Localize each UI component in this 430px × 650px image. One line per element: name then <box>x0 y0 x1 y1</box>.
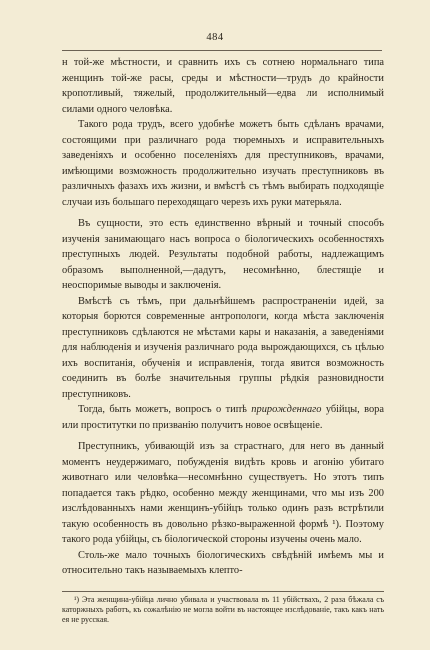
paragraph-kleptomania: Столь-же мало точныхъ біологическихъ свѣдѣній имѣемъ мы и относительно такъ называемыхъ клепто- <box>62 549 384 576</box>
body-text <box>62 55 384 579</box>
paragraph-anthropologists: Вмѣстѣ съ тѣмъ, при дальнѣйшемъ распространеніи идей, за которыя борются современные антропологи, когда мѣста заключенія преступниковъ сдѣлаются не мѣстами кары и наказанія, а заведеніями для наблюденія и изученія различнаго рода вырождающихся, съ цѣлью ихъ воспитанія, обученія и исправленія, тогда явится возможность соединить въ болѣе значительныя группы рѣдкія разновидности преступниковъ. <box>62 295 384 400</box>
paragraph-born-killer-end: убійцы, вора или проститутки по призванію получитъ новое освѣщеніе. <box>62 404 384 431</box>
paragraph-prison-doctors: Такого рода трудъ, всего удобнѣе можетъ быть сдѣланъ врачами, состоящими при различнаго рода тюремныхъ и исправительныхъ заведеніяхъ и особенно поселеніяхъ для преступниковъ, врачами, имѣющими возможность продолжительно изучать преступниковъ въ различныхъ фазахъ ихъ жизни, и вмѣстѣ съ тѣмъ выбирать подходящіе случаи изъ большаго переходящаго черезъ ихъ руки матерьяла. <box>62 119 384 208</box>
emphasis-born: прирожденнаго <box>251 404 322 415</box>
header-rule <box>62 50 382 51</box>
paragraph-born-killer-start: Тогда, быть можетъ, вопросъ о типѣ <box>78 404 252 415</box>
paragraph-method: Въ сущности, это есть единственно вѣрный и точный способъ изученія занимающаго насъ вопроса о біологическихъ особенностяхъ преступныхъ людей. Результаты подобной работы, надлежащимъ образомъ выполненной,—дадутъ, несомнѣнно, блестящіе и неоспоримые выводы и заключенія. <box>62 218 384 291</box>
footnote: ¹) Эта женщина-убійца лично убивала и участвовала въ 11 убійствахъ, 2 раза бѣжала съ каторжныхъ работъ, къ сожалѣнію не могла войти въ настоящее изслѣдованіе, такъ какъ нать ея не русская. <box>62 595 384 624</box>
paragraph-born-killer <box>62 402 384 433</box>
paragraph-criminal-type: Преступникъ, убивающій изъ за страстнаго, для него въ данный моментъ неудержимаго, побужденія видѣть кровь и агонію убитаго животнаго или человѣка—несомнѣнно существуетъ. Но этотъ типъ попадается такъ рѣдко, особенно между женщинами, что мы изъ 200 изслѣдованныхъ нами женщинъ-убійцъ только одинъ разъ встрѣтили такую особенность въ довольно рѣзко-выраженной формѣ ¹). Поэтому такого рода убійцы, съ біологической стороны изучены очень мало. <box>62 441 384 545</box>
page-number: 484 <box>206 32 224 43</box>
paragraph-continuation: н той-же мѣстности, и сравнить ихъ съ сотнею нормальнаго типа женщинъ той-же расы, среды и мѣстности—трудъ до крайности кропотливый, тяжелый, продолжительный—едва ли исполнимый силами одного человѣка. <box>62 57 384 115</box>
footnote-rule <box>62 591 384 592</box>
